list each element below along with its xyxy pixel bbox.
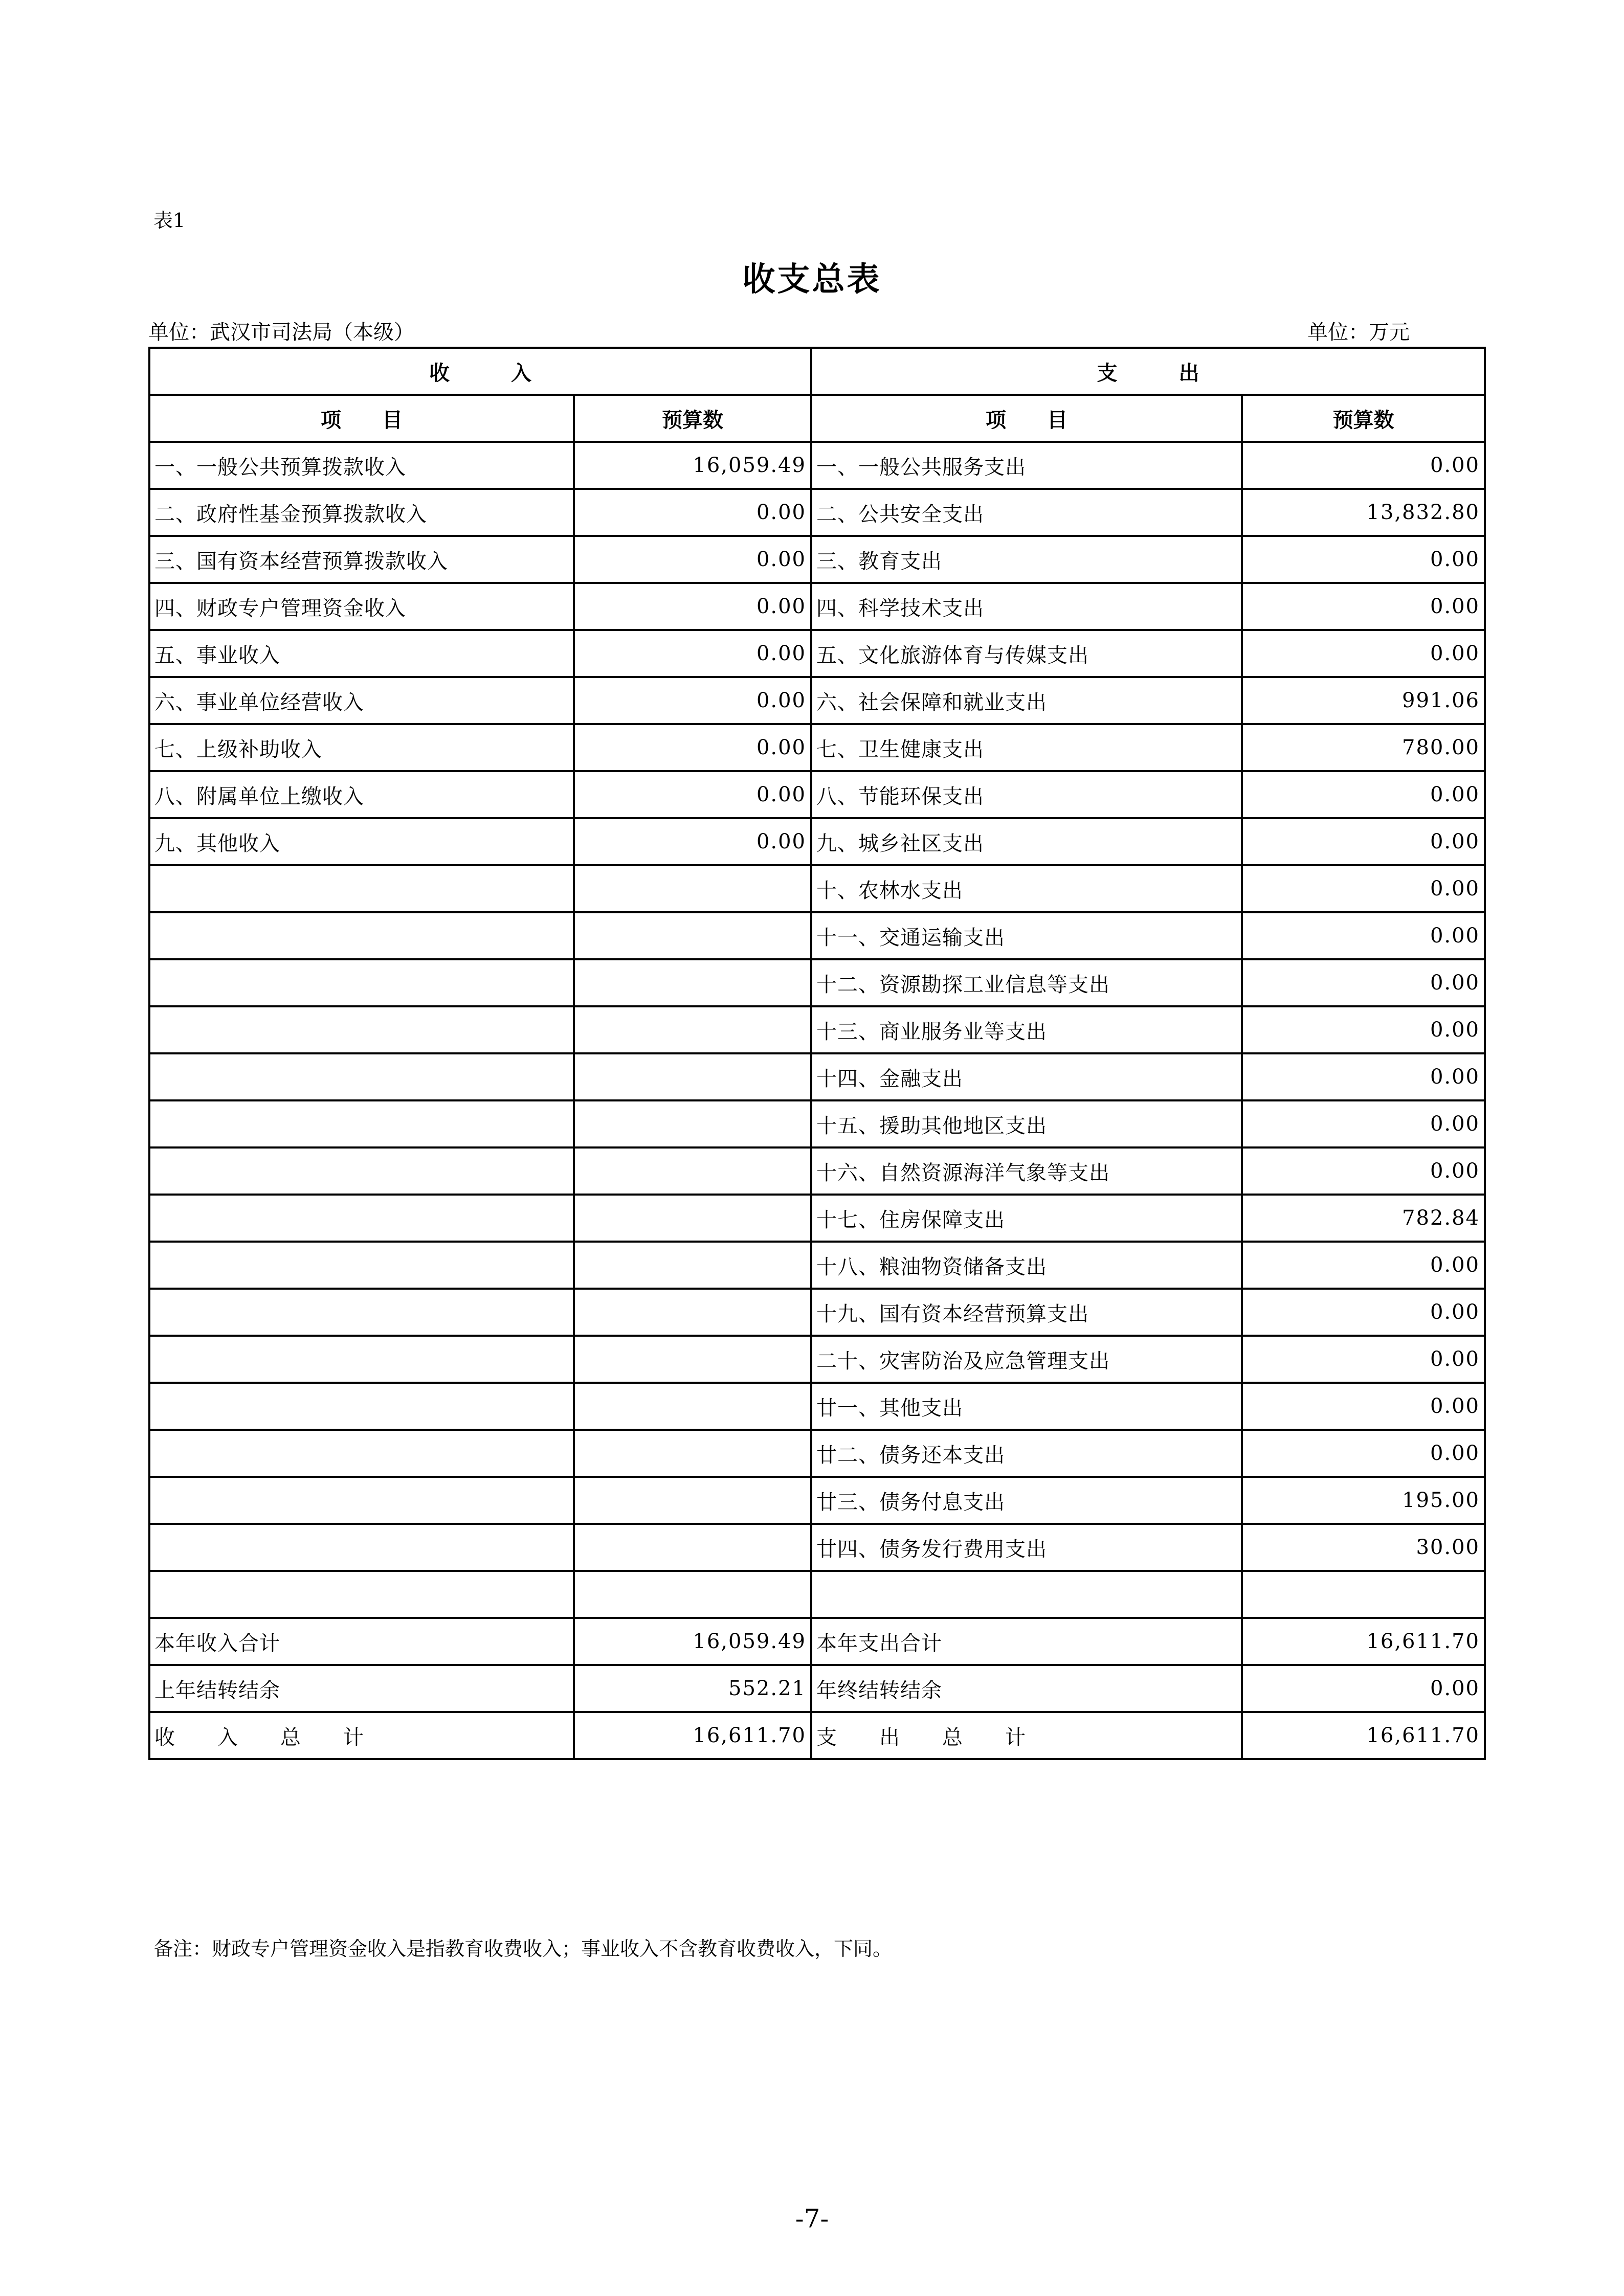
income-amount-cell: [574, 1571, 811, 1618]
income-amount-cell: 0.00: [574, 771, 811, 818]
page-title: 收支总表: [742, 261, 882, 299]
table-row: [149, 818, 1485, 865]
income-item-cell: 五、事业收入: [149, 630, 574, 677]
table-row: [149, 1336, 1485, 1383]
income-amount-cell: [574, 959, 811, 1006]
income-amount-cell: [574, 1383, 811, 1430]
table-row: [149, 1053, 1485, 1100]
table-row: [149, 1712, 1485, 1759]
income-amount-cell: 16,059.49: [574, 442, 811, 489]
expense-amount-cell: 0.00: [1242, 1242, 1485, 1289]
income-item-cell: [149, 1524, 574, 1571]
income-item-cell: [149, 1006, 574, 1053]
income-amount-cell: 0.00: [574, 724, 811, 771]
table-row: [149, 959, 1485, 1006]
expense-amount-cell: 0.00: [1242, 818, 1485, 865]
table-row: [149, 1195, 1485, 1242]
table-row: [149, 1006, 1485, 1053]
income-item-cell: [149, 1383, 574, 1430]
table-row: [149, 536, 1485, 583]
income-item-cell: 八、附属单位上缴收入: [149, 771, 574, 818]
expense-amount-cell: 30.00: [1242, 1524, 1485, 1571]
table-row: [149, 1383, 1485, 1430]
income-amount-cell: [574, 1430, 811, 1477]
expense-item-cell: 六、社会保障和就业支出: [811, 677, 1242, 724]
income-amount-cell: 0.00: [574, 489, 811, 536]
expense-item-cell: 七、卫生健康支出: [811, 724, 1242, 771]
income-item-cell: [149, 1053, 574, 1100]
income-item-cell: [149, 1477, 574, 1524]
income-amount-cell: [574, 1053, 811, 1100]
expense-amount-cell: 0.00: [1242, 1147, 1485, 1195]
income-item-cell: [149, 959, 574, 1006]
income-amount-cell: 16,611.70: [574, 1712, 811, 1759]
column-header-row: [149, 395, 1485, 442]
income-item-cell: [149, 1430, 574, 1477]
expense-amount-cell: 0.00: [1242, 912, 1485, 959]
expense-amount-cell: 0.00: [1242, 536, 1485, 583]
expense-amount-cell: 0.00: [1242, 1289, 1485, 1336]
expense-item-cell: 十五、援助其他地区支出: [811, 1100, 1242, 1147]
table-label: 表1: [153, 209, 186, 232]
income-item-cell: 七、上级补助收入: [149, 724, 574, 771]
expense-item-header: 项 目: [811, 395, 1242, 442]
page-number: -7-: [795, 2204, 829, 2234]
income-amount-cell: [574, 912, 811, 959]
currency-unit: 单位：万元: [1307, 321, 1410, 344]
expense-amount-cell: 0.00: [1242, 1336, 1485, 1383]
table-row: [149, 489, 1485, 536]
income-item-header: 项 目: [149, 395, 574, 442]
expense-section-header: 支 出: [811, 348, 1485, 395]
income-amount-cell: 0.00: [574, 583, 811, 630]
income-item-cell: 本年收入合计: [149, 1618, 574, 1665]
expense-amount-cell: 0.00: [1242, 865, 1485, 912]
income-item-cell: 四、财政专户管理资金收入: [149, 583, 574, 630]
expense-amount-cell: 782.84: [1242, 1195, 1485, 1242]
expense-item-cell: [811, 1571, 1242, 1618]
income-item-cell: 上年结转结余: [149, 1665, 574, 1712]
income-amount-cell: 0.00: [574, 630, 811, 677]
table-row: [149, 1289, 1485, 1336]
expense-item-cell: 十二、资源勘探工业信息等支出: [811, 959, 1242, 1006]
organization-unit: 单位：武汉市司法局（本级）: [148, 321, 414, 344]
income-item-cell: [149, 1147, 574, 1195]
income-amount-cell: [574, 1289, 811, 1336]
expense-amount-cell: 16,611.70: [1242, 1618, 1485, 1665]
table-row: [149, 912, 1485, 959]
table-row: [149, 583, 1485, 630]
expense-item-cell: 八、节能环保支出: [811, 771, 1242, 818]
income-amount-cell: [574, 865, 811, 912]
expense-item-cell: 二十、灾害防治及应急管理支出: [811, 1336, 1242, 1383]
expense-amount-cell: 0.00: [1242, 583, 1485, 630]
expense-item-cell: 十八、粮油物资储备支出: [811, 1242, 1242, 1289]
expense-amount-cell: 0.00: [1242, 1430, 1485, 1477]
income-amount-cell: 0.00: [574, 536, 811, 583]
expense-amount-cell: 0.00: [1242, 442, 1485, 489]
expense-amount-cell: 780.00: [1242, 724, 1485, 771]
table-row: [149, 1100, 1485, 1147]
table-row: [149, 1571, 1485, 1618]
section-header-row: [149, 348, 1485, 395]
expense-amount-cell: 16,611.70: [1242, 1712, 1485, 1759]
table-row: [149, 630, 1485, 677]
income-expense-table: [148, 347, 1486, 1760]
income-amount-cell: 0.00: [574, 818, 811, 865]
income-item-cell: [149, 1571, 574, 1618]
expense-item-cell: 九、城乡社区支出: [811, 818, 1242, 865]
expense-amount-cell: 0.00: [1242, 1665, 1485, 1712]
income-item-cell: [149, 912, 574, 959]
income-item-cell: [149, 1242, 574, 1289]
expense-item-cell: 五、文化旅游体育与传媒支出: [811, 630, 1242, 677]
expense-item-cell: 十、农林水支出: [811, 865, 1242, 912]
table-row: [149, 1477, 1485, 1524]
income-amount-cell: 0.00: [574, 677, 811, 724]
expense-item-cell: 廿一、其他支出: [811, 1383, 1242, 1430]
income-amount-cell: 16,059.49: [574, 1618, 811, 1665]
expense-amount-cell: 0.00: [1242, 1006, 1485, 1053]
income-amount-cell: [574, 1006, 811, 1053]
footnote: 备注：财政专户管理资金收入是指教育收费收入；事业收入不含教育收费收入，下同。: [153, 1938, 893, 1960]
table-row: [149, 724, 1485, 771]
income-item-cell: 收 入 总 计: [149, 1712, 574, 1759]
expense-budget-header: 预算数: [1242, 395, 1485, 442]
income-budget-header: 预算数: [574, 395, 811, 442]
table-row: [149, 1430, 1485, 1477]
expense-item-cell: 十四、金融支出: [811, 1053, 1242, 1100]
table-row: [149, 1147, 1485, 1195]
expense-item-cell: 十六、自然资源海洋气象等支出: [811, 1147, 1242, 1195]
income-section-header: 收 入: [149, 348, 811, 395]
income-amount-cell: [574, 1195, 811, 1242]
expense-item-cell: 十一、交通运输支出: [811, 912, 1242, 959]
expense-item-cell: 支 出 总 计: [811, 1712, 1242, 1759]
income-amount-cell: [574, 1147, 811, 1195]
expense-item-cell: 廿四、债务发行费用支出: [811, 1524, 1242, 1571]
table-row: [149, 442, 1485, 489]
table-row: [149, 1242, 1485, 1289]
expense-item-cell: 十九、国有资本经营预算支出: [811, 1289, 1242, 1336]
income-amount-cell: [574, 1100, 811, 1147]
expense-amount-cell: 991.06: [1242, 677, 1485, 724]
income-item-cell: [149, 1195, 574, 1242]
income-item-cell: [149, 1336, 574, 1383]
income-item-cell: [149, 865, 574, 912]
expense-amount-cell: 0.00: [1242, 1053, 1485, 1100]
table-row: [149, 865, 1485, 912]
income-item-cell: 二、政府性基金预算拨款收入: [149, 489, 574, 536]
table-row: [149, 1618, 1485, 1665]
expense-amount-cell: 0.00: [1242, 1383, 1485, 1430]
table-row: [149, 677, 1485, 724]
income-amount-cell: 552.21: [574, 1665, 811, 1712]
expense-item-cell: 年终结转结余: [811, 1665, 1242, 1712]
income-item-cell: 三、国有资本经营预算拨款收入: [149, 536, 574, 583]
table-row: [149, 1665, 1485, 1712]
expense-amount-cell: 0.00: [1242, 771, 1485, 818]
table-row: [149, 1524, 1485, 1571]
expense-amount-cell: [1242, 1571, 1485, 1618]
expense-item-cell: 四、科学技术支出: [811, 583, 1242, 630]
expense-item-cell: 十七、住房保障支出: [811, 1195, 1242, 1242]
income-item-cell: 一、一般公共预算拨款收入: [149, 442, 574, 489]
expense-amount-cell: 0.00: [1242, 1100, 1485, 1147]
expense-amount-cell: 0.00: [1242, 959, 1485, 1006]
income-item-cell: 六、事业单位经营收入: [149, 677, 574, 724]
expense-item-cell: 三、教育支出: [811, 536, 1242, 583]
table-row: [149, 771, 1485, 818]
expense-amount-cell: 0.00: [1242, 630, 1485, 677]
expense-item-cell: 廿三、债务付息支出: [811, 1477, 1242, 1524]
expense-item-cell: 二、公共安全支出: [811, 489, 1242, 536]
income-amount-cell: [574, 1242, 811, 1289]
income-item-cell: [149, 1100, 574, 1147]
expense-item-cell: 一、一般公共服务支出: [811, 442, 1242, 489]
expense-item-cell: 廿二、债务还本支出: [811, 1430, 1242, 1477]
expense-item-cell: 本年支出合计: [811, 1618, 1242, 1665]
expense-amount-cell: 195.00: [1242, 1477, 1485, 1524]
income-item-cell: 九、其他收入: [149, 818, 574, 865]
income-amount-cell: [574, 1477, 811, 1524]
income-amount-cell: [574, 1524, 811, 1571]
income-item-cell: [149, 1289, 574, 1336]
expense-amount-cell: 13,832.80: [1242, 489, 1485, 536]
expense-item-cell: 十三、商业服务业等支出: [811, 1006, 1242, 1053]
income-amount-cell: [574, 1336, 811, 1383]
